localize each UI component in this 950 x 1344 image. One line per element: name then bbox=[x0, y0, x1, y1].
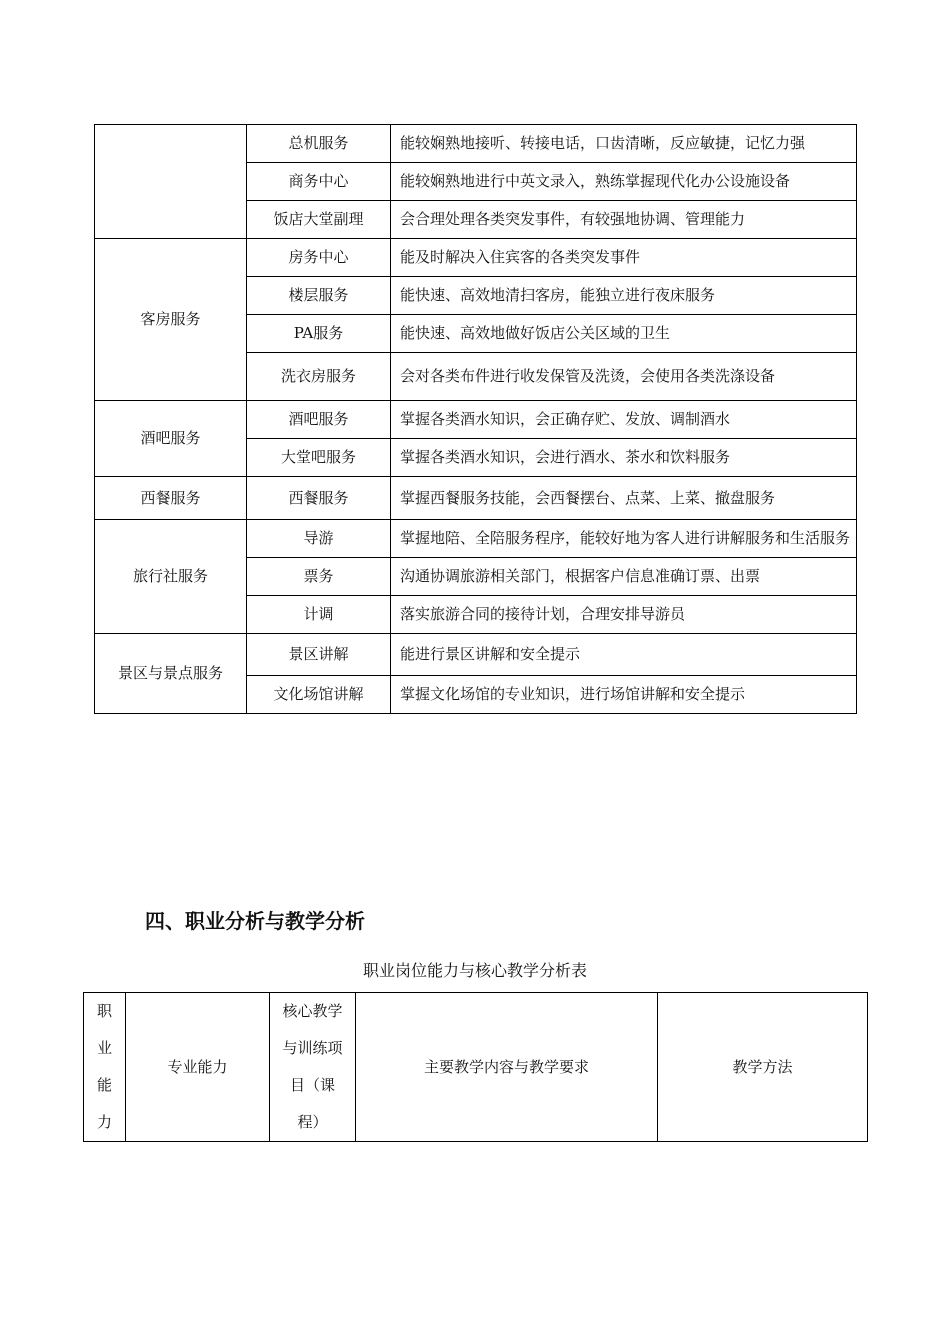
header-cell-professional-ability: 专业能力 bbox=[126, 993, 270, 1142]
requirement-cell: 掌握西餐服务技能，会西餐摆台、点菜、上菜、撤盘服务 bbox=[391, 477, 857, 520]
position-cell: 洗衣房服务 bbox=[247, 353, 391, 401]
position-cell: PA服务 bbox=[247, 315, 391, 353]
position-cell: 总机服务 bbox=[247, 125, 391, 163]
section-heading: 四、职业分析与教学分析 bbox=[145, 909, 365, 933]
requirement-cell: 沟通协调旅游相关部门，根据客户信息准确订票、出票 bbox=[391, 558, 857, 596]
requirement-cell: 掌握地陪、全陪服务程序，能较好地为客人进行讲解服务和生活服务 bbox=[391, 520, 857, 558]
position-cell: 房务中心 bbox=[247, 239, 391, 277]
table-row bbox=[95, 125, 857, 163]
analysis-table bbox=[83, 992, 868, 1142]
requirement-cell: 会合理处理各类突发事件，有较强地协调、管理能力 bbox=[391, 201, 857, 239]
header-cell-teaching-content: 主要教学内容与教学要求 bbox=[356, 993, 658, 1142]
header-cell-occupational-ability: 职 业 能 力 bbox=[84, 993, 126, 1142]
requirement-cell: 能快速、高效地清扫客房，能独立进行夜床服务 bbox=[391, 277, 857, 315]
requirement-cell: 能进行景区讲解和安全提示 bbox=[391, 634, 857, 676]
category-cell: 旅行社服务 bbox=[95, 520, 247, 634]
table-row bbox=[95, 634, 857, 676]
table-caption: 职业岗位能力与核心教学分析表 bbox=[362, 961, 587, 980]
requirement-cell: 掌握各类酒水知识，会进行酒水、茶水和饮料服务 bbox=[391, 439, 857, 477]
requirement-cell: 能较娴熟地进行中英文录入，熟练掌握现代化办公设施设备 bbox=[391, 163, 857, 201]
position-cell: 西餐服务 bbox=[247, 477, 391, 520]
table-row bbox=[95, 520, 857, 558]
requirement-cell: 掌握各类酒水知识，会正确存贮、发放、调制酒水 bbox=[391, 401, 857, 439]
category-cell: 景区与景点服务 bbox=[95, 634, 247, 714]
category-cell: 客房服务 bbox=[95, 239, 247, 401]
table-row bbox=[95, 401, 857, 439]
requirement-cell: 会对各类布件进行收发保管及洗烫，会使用各类洗涤设备 bbox=[391, 353, 857, 401]
position-cell: 饭店大堂副理 bbox=[247, 201, 391, 239]
category-cell bbox=[95, 125, 247, 239]
header-cell-teaching-method: 教学方法 bbox=[658, 993, 868, 1142]
category-cell: 西餐服务 bbox=[95, 477, 247, 520]
position-cell: 计调 bbox=[247, 596, 391, 634]
category-cell: 酒吧服务 bbox=[95, 401, 247, 477]
position-cell: 酒吧服务 bbox=[247, 401, 391, 439]
requirement-cell: 落实旅游合同的接待计划，合理安排导游员 bbox=[391, 596, 857, 634]
table-row bbox=[95, 477, 857, 520]
position-cell: 楼层服务 bbox=[247, 277, 391, 315]
position-cell: 景区讲解 bbox=[247, 634, 391, 676]
requirement-cell: 能及时解决入住宾客的各类突发事件 bbox=[391, 239, 857, 277]
requirement-cell: 能快速、高效地做好饭店公关区域的卫生 bbox=[391, 315, 857, 353]
job-position-table bbox=[94, 124, 857, 714]
table-header-row bbox=[84, 993, 868, 1142]
position-cell: 大堂吧服务 bbox=[247, 439, 391, 477]
position-cell: 商务中心 bbox=[247, 163, 391, 201]
position-cell: 票务 bbox=[247, 558, 391, 596]
position-cell: 文化场馆讲解 bbox=[247, 676, 391, 714]
table-row bbox=[95, 239, 857, 277]
header-cell-core-course: 核心教学 与训练项 目（课 程） bbox=[270, 993, 356, 1142]
requirement-cell: 能较娴熟地接听、转接电话，口齿清晰，反应敏捷，记忆力强 bbox=[391, 125, 857, 163]
position-cell: 导游 bbox=[247, 520, 391, 558]
requirement-cell: 掌握文化场馆的专业知识，进行场馆讲解和安全提示 bbox=[391, 676, 857, 714]
